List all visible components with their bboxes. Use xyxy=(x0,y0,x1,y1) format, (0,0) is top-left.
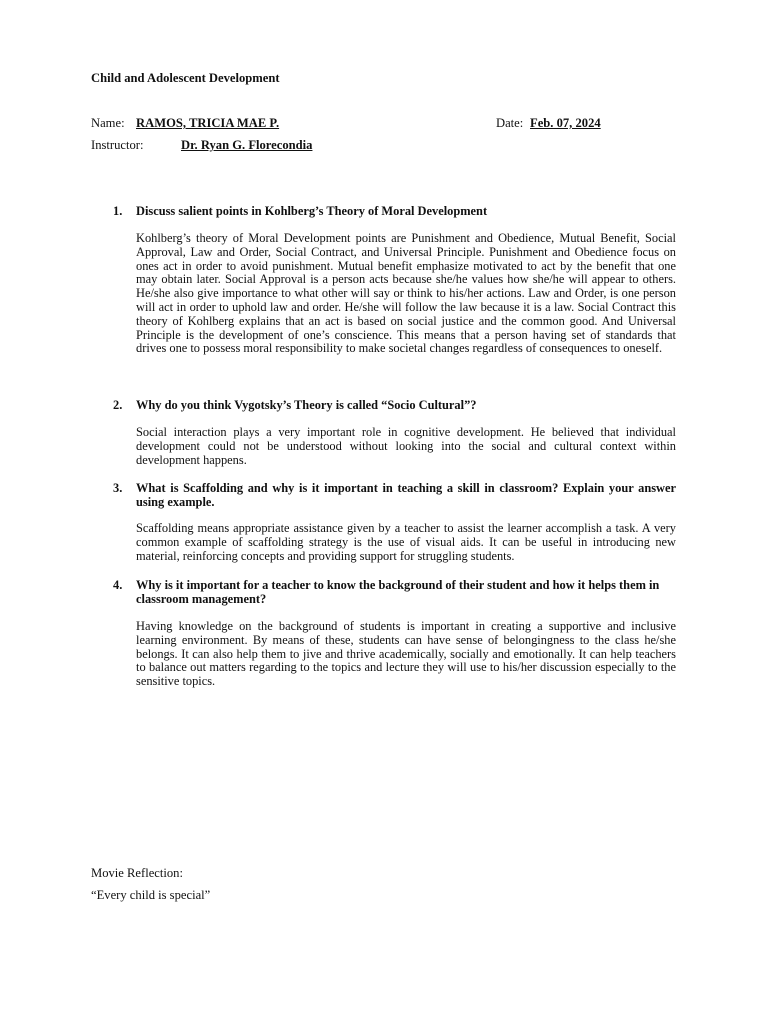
question-text: Why is it important for a teacher to know the background of their student and how it helps them in classroom management? xyxy=(136,578,660,606)
question-number: 2. xyxy=(113,398,123,412)
instructor-value: Dr. Ryan G. Florecondia xyxy=(181,138,313,152)
answer-text: Kohlberg’s theory of Moral Development points are Punishment and Obedience, Mutual Benefit, Social Approval, Law and Order, Social Contract, and Universal Principle. Punishment and Obedience focus on ones act in order to avoid punishment. Mutual benefit emphasize motivated to act by the benefit that one may obtain later. Social Approval is a person acts because she/he values how she/he will appear to others. He/she also give importance to what other will say or think to his/her actions. Law and Order, is one person will act in order to uphold law and order. He/she will follow the law because it is a law. Social Contract this theory of Kohlberg explains that an act is based on social justice and the common good. And Universal Principle is the development of one’s conscience. This means that a person having set of standards that drives one to possess moral responsibility to make societal changes regardless of consequences to oneself. xyxy=(136,231,676,356)
question-text: Why do you think Vygotsky’s Theory is called “Socio Cultural”? xyxy=(136,398,477,412)
question-text: What is Scaffolding and why is it important in teaching a skill in classroom? Explain your answer using example. xyxy=(136,481,676,509)
instructor-label: Instructor: xyxy=(91,138,144,152)
course-title: Child and Adolescent Development xyxy=(91,71,280,85)
name-label: Name: xyxy=(91,116,125,130)
movie-reflection-label: Movie Reflection: xyxy=(91,866,183,880)
question-number: 1. xyxy=(113,204,123,218)
movie-title: “Every child is special” xyxy=(91,888,211,902)
answer-text: Social interaction plays a very important role in cognitive development. He believed that individual development could not be understood without looking into the social and cultural context within development happens. xyxy=(136,425,676,467)
name-value: RAMOS, TRICIA MAE P. xyxy=(136,116,280,130)
answer-text: Scaffolding means appropriate assistance given by a teacher to assist the learner accomplish a task. A very common example of scaffolding strategy is the use of visual aids. It can be useful in introducing new material, reinforcing concepts and providing support for struggling students. xyxy=(136,521,676,563)
date-label: Date: xyxy=(496,116,524,130)
date-value: Feb. 07, 2024 xyxy=(530,116,601,130)
question-text: Discuss salient points in Kohlberg’s Theory of Moral Development xyxy=(136,204,488,218)
question-number: 4. xyxy=(113,578,123,592)
question-number: 3. xyxy=(113,481,123,495)
answer-text: Having knowledge on the background of students is important in creating a supportive and inclusive learning environment. By means of these, students can have sense of belongingness to the class he/she belongs. It can also help them to jive and thrive academically, socially and emotionally. It can help teachers to balance out matters regarding to the topics and lecture they will use to his/her discussion especially to the sensitive topics. xyxy=(136,619,676,689)
